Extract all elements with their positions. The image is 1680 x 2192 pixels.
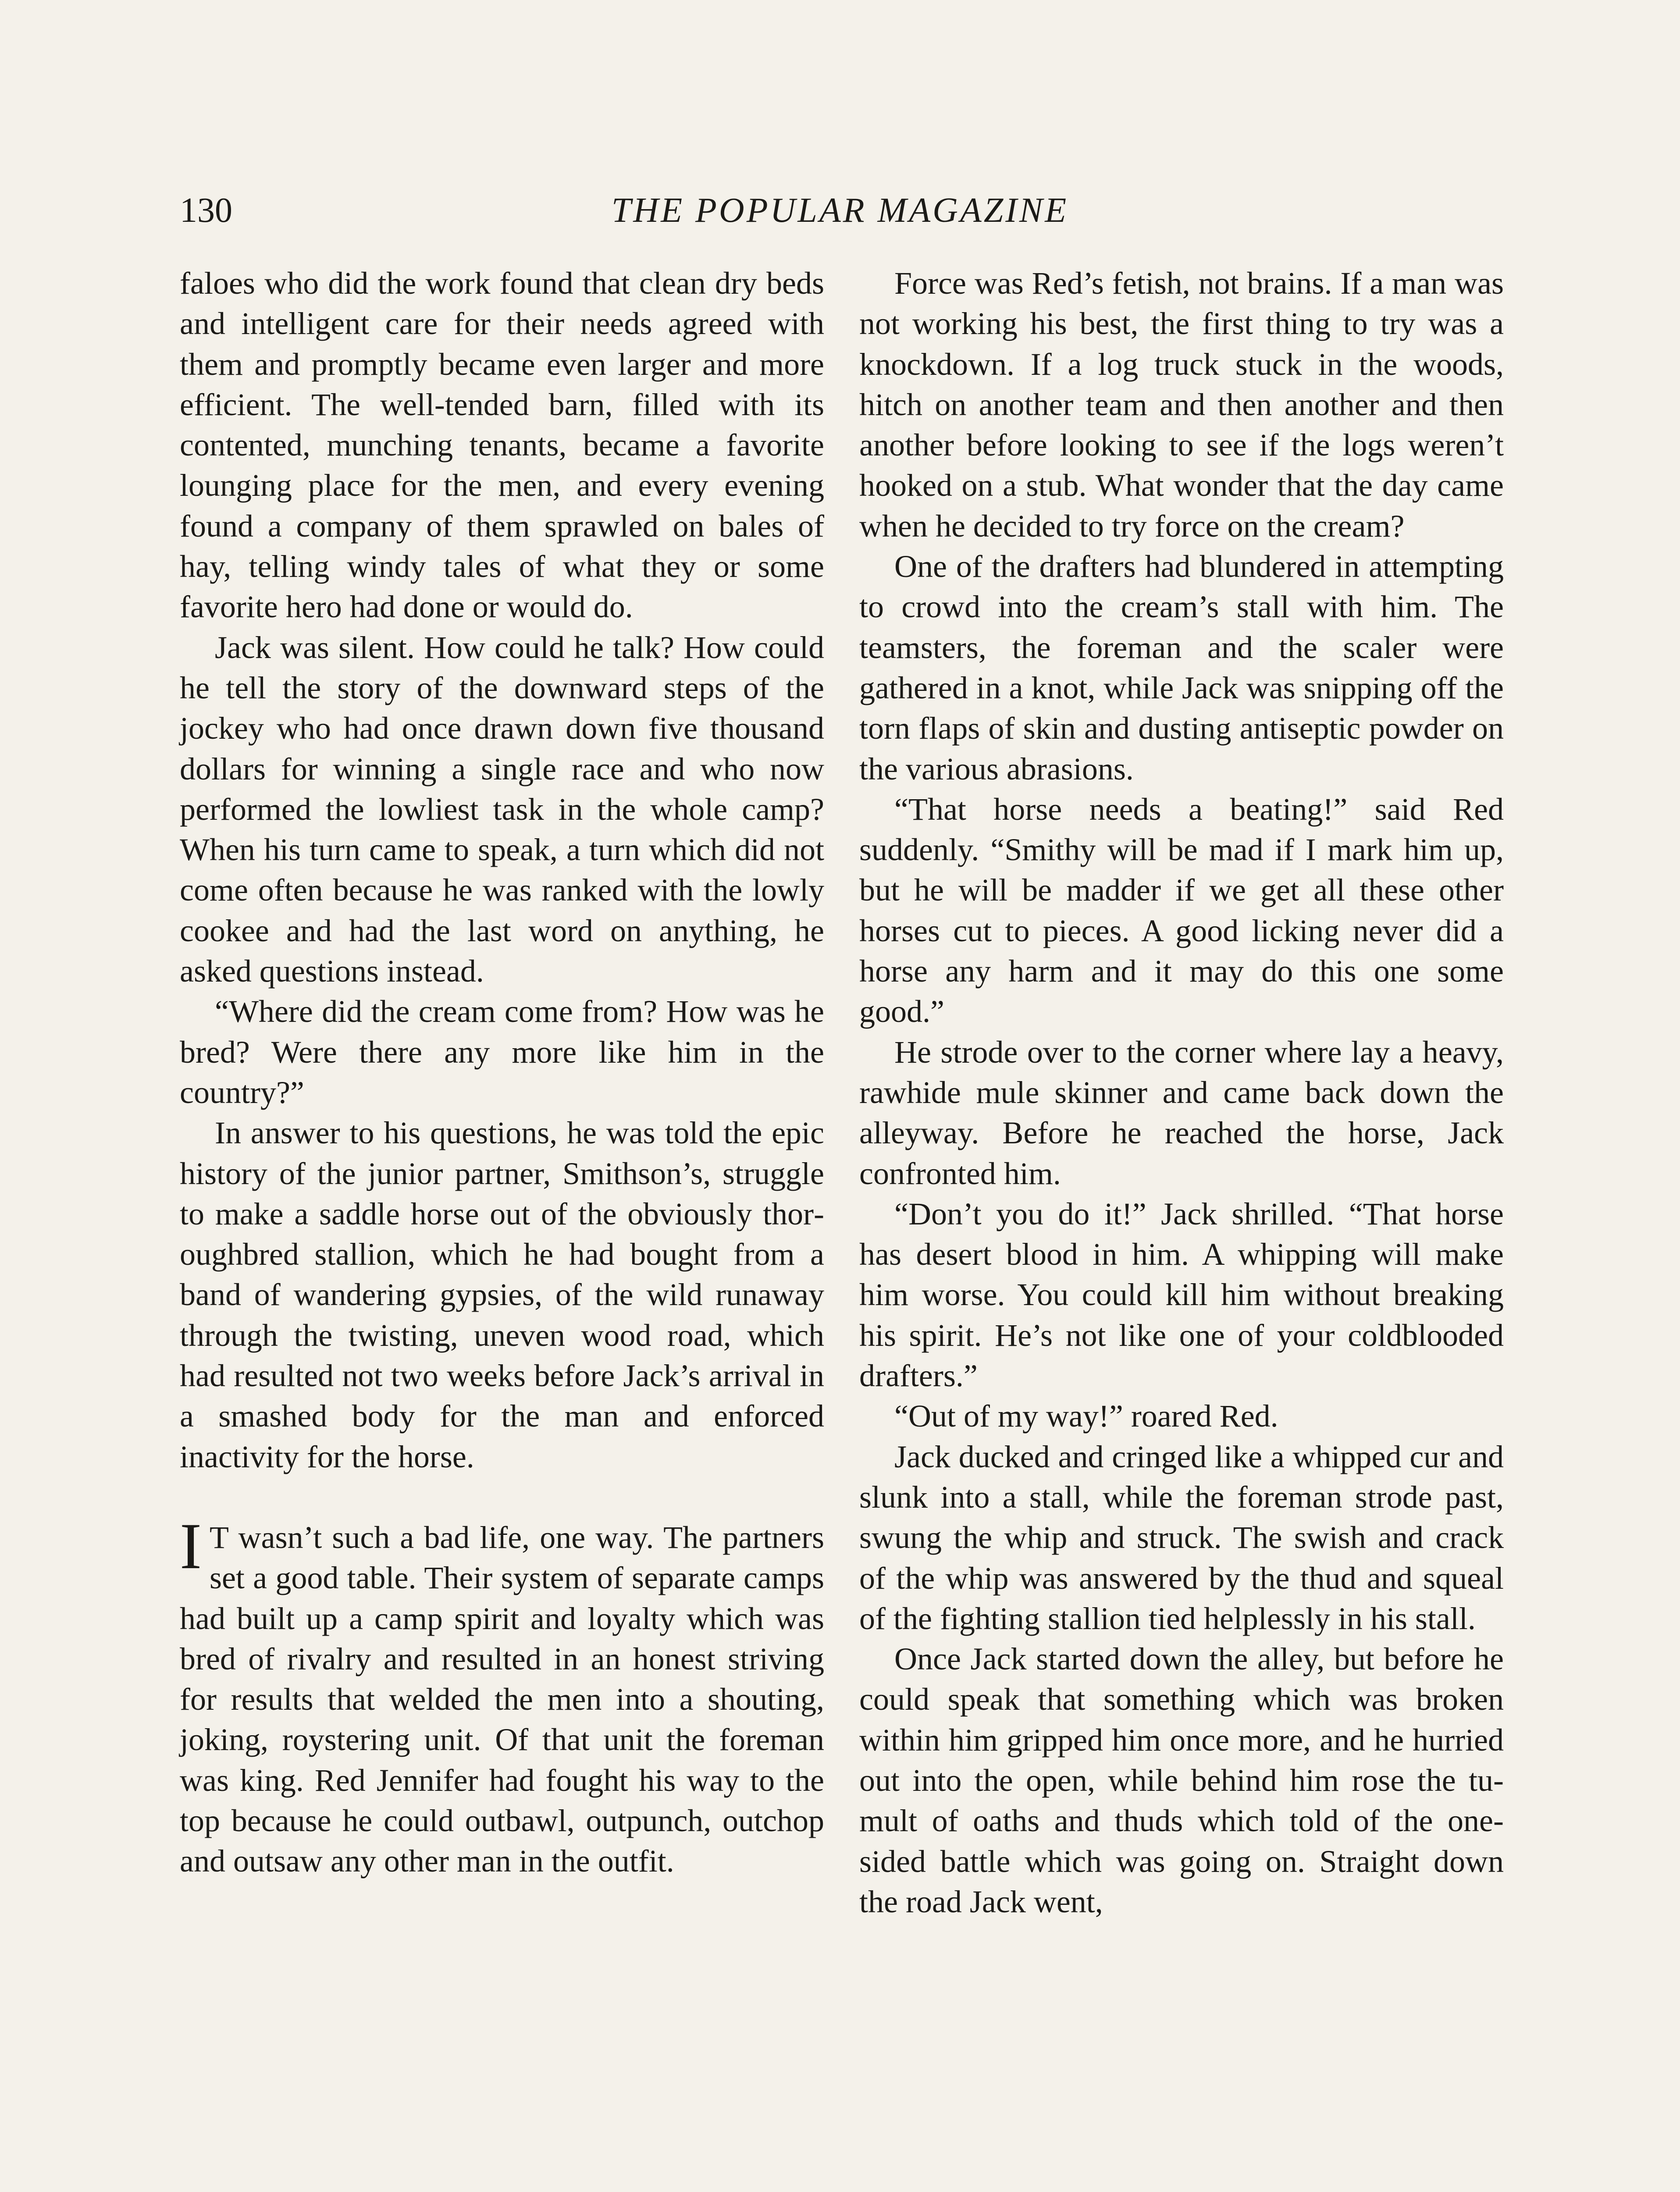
paragraph: “That horse needs a beating!” said Red suddenly. “Smithy will be mad if I mark him up, but he will be madder if we get all these other horses cut to pieces. A good licking never did a horse any harm and it may do this one some good.”: [859, 791, 1504, 1029]
running-head: THE POPULAR MAGAZINE: [611, 191, 1069, 230]
paragraph: He strode over to the corner where lay a heavy, rawhide mule skinner and came back down the alleyway. Before he reached the horse, Jack confronted him.: [859, 1034, 1504, 1191]
paragraph: Once Jack started down the alley, but before he could speak that something which was broken within him gripped him once more, and he hurried out into the open, while behind him rose the tumult of oaths and thuds which told of the one-sided battle which was going on. Straight down the road Jack went,: [859, 1641, 1504, 1919]
section-paragraph: [180, 1509, 824, 1882]
right-column: [859, 263, 1504, 1922]
paragraph: “Out of my way!” roared Red.: [894, 1398, 1278, 1434]
page-header: [180, 184, 1500, 237]
paragraph: Force was Red’s fetish, not brains. If a man was not working his best, the first thing to try was a knockdown. If a log truck stuck in the woods, hitch on another team and then another and then another before looking to see if the logs weren’t hooked on a stub. What wonder that the day came when he decided to try force on the cream?: [859, 266, 1504, 544]
paragraph: faloes who did the work found that clean dry beds and intelligent care for their needs agreed with them and promptly became even larger and more efficient. The well-tended barn, filled with its contented, munching tenants, became a favorite lounging place for the men, and every evening found a company of them sprawled on bales of hay, telling windy tales of what they or some favorite hero had done or would do.: [180, 266, 824, 625]
section-paragraph-text: T wasn’t such a bad life, one way. The partners set a good table. Their system of separate camps had built up a camp spirit and loyalty which was bred of rivalry and resulted in an honest striving for results that welded the men into a shouting, joking, roystering unit. Of that unit the foreman was king. Red Jennifer had fought his way to the top because he could outbawl, outpunch, outchop and outsaw any other man in the outfit.: [180, 1519, 824, 1879]
drop-cap: I: [180, 1509, 202, 1583]
paragraph: One of the drafters had blundered in attempting to crowd into the cream’s stall with him. The teamsters, the foreman and the scaler were gathered in a knot, while Jack was snipping off the torn flaps of skin and dusting antiseptic powder on the various abrasions.: [859, 549, 1504, 786]
left-column: [180, 263, 824, 1882]
page-number: 130: [180, 191, 232, 230]
paragraph: “Where did the cream come from? How was he bred? Were there any more like him in the country?”: [180, 994, 824, 1110]
paragraph: Jack ducked and cringed like a whipped cur and slunk into a stall, while the foreman strode past, swung the whip and struck. The swish and crack of the whip was answered by the thud and squeal of the fighting stallion tied helplessly in his stall.: [859, 1439, 1504, 1636]
paragraph: In answer to his questions, he was told the epic history of the junior partner, Smithson’s, struggle to make a saddle horse out of the obviously thoroughbred stallion, which he had bought from a band of wandering gypsies, of the wild runaway through the twisting, uneven wood road, which had resulted not two weeks before Jack’s arrival in a smashed body for the man and enforced inactivity for the horse.: [180, 1115, 824, 1474]
paragraph: “Don’t you do it!” Jack shrilled. “That horse has desert blood in him. A whipping will make him worse. You could kill him without breaking his spirit. He’s not like one of your coldblooded drafters.”: [859, 1196, 1504, 1394]
paragraph: Jack was silent. How could he talk? How could he tell the story of the downward steps of the jockey who had once drawn down five thousand dollars for winning a single race and who now performed the lowliest task in the whole camp? When his turn came to speak, a turn which did not come often because he was ranked with the lowly cookee and had the last word on anything, he asked questions instead.: [180, 630, 824, 989]
